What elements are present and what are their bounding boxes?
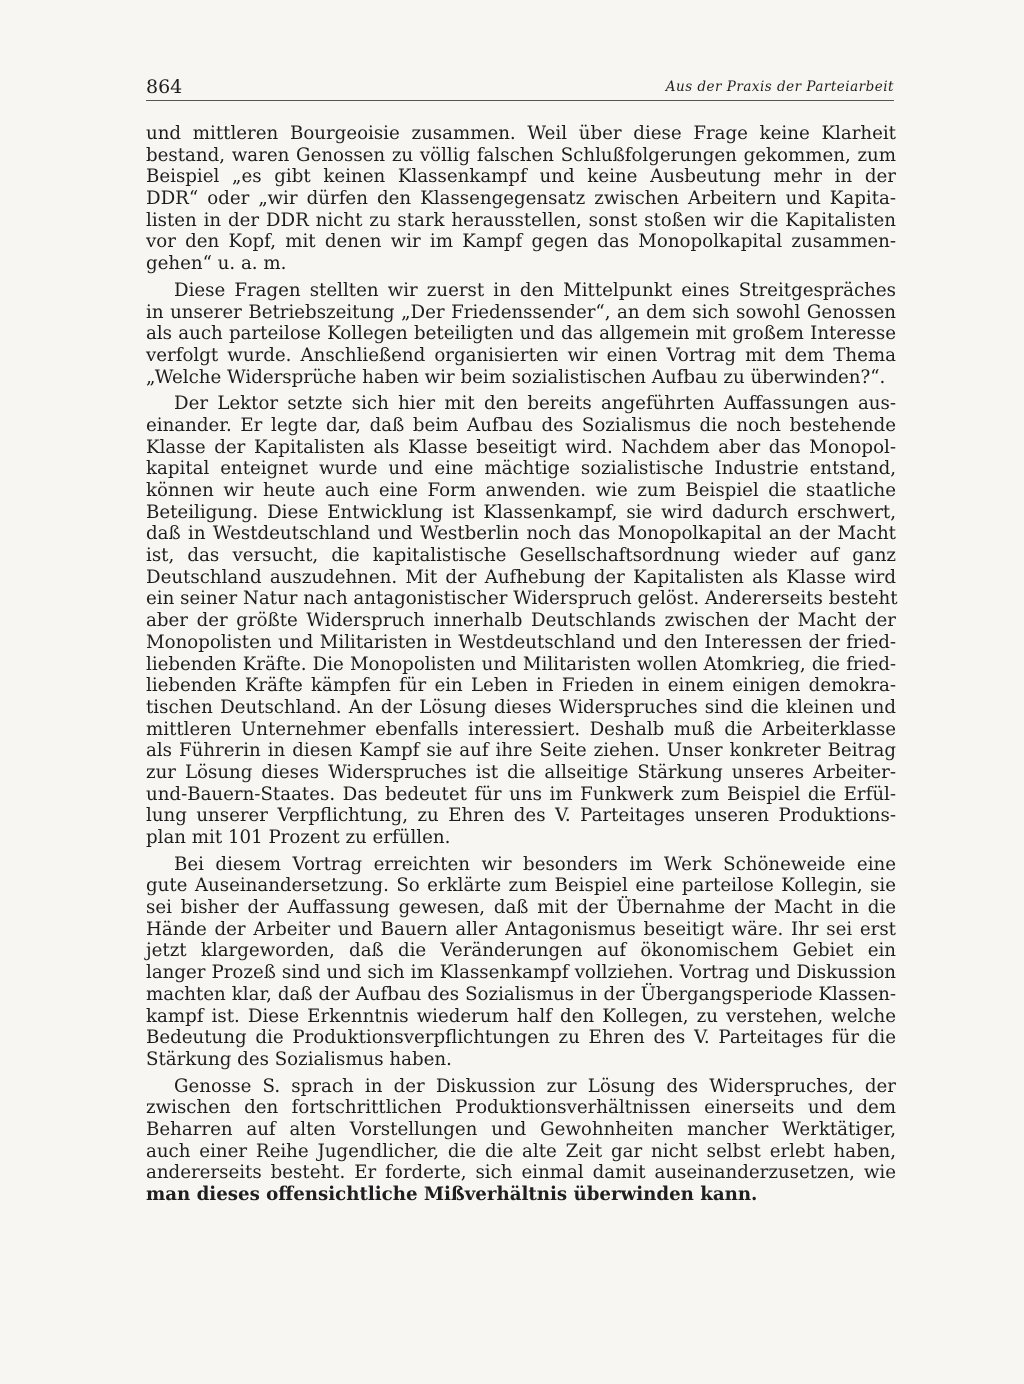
- text-line: jetzt klargeworden, daß die Veränderungen auf ökonomischem Gebiet ein: [146, 940, 896, 962]
- text-line: Monopolisten und Militaristen in Westdeutschland und den Interessen der fried-: [146, 631, 896, 653]
- text-line: Beispiel „es gibt keinen Klassenkampf und keine Ausbeutung mehr in der: [146, 166, 896, 188]
- text-line: liebenden Kräfte. Die Monopolisten und Militaristen wollen Atomkrieg, die fried-: [146, 653, 896, 675]
- text-line: einander. Er legte dar, daß beim Aufbau des Sozialismus die noch bestehende: [146, 414, 896, 436]
- text-line: machten klar, daß der Aufbau des Sozialismus in der Übergangsperiode Klassen-: [146, 983, 896, 1005]
- text-line: Diese Fragen stellten wir zuerst in den Mittelpunkt eines Streitgespräches: [174, 279, 896, 301]
- text-line: auch einer Reihe Jugendlicher, die die alte Zeit gar nicht selbst erlebt haben,: [146, 1140, 896, 1162]
- text-line: aber der größte Widerspruch innerhalb Deutschlands zwischen der Macht der: [146, 610, 896, 632]
- text-line: gute Auseinandersetzung. So erklärte zum Beispiel eine parteilose Kollegin, sie: [146, 875, 896, 897]
- paragraph: [146, 393, 896, 848]
- body-text: [146, 123, 896, 1211]
- text-line: Klasse der Kapitalisten als Klasse beseitigt wird. Nachdem aber das Monopol-: [146, 436, 896, 458]
- text-line: kampf ist. Diese Erkenntnis wiederum half den Kollegen, zu verstehen, welche: [146, 1005, 896, 1027]
- text-line: andererseits besteht. Er forderte, sich einmal damit auseinanderzusetzen, wie: [146, 1162, 896, 1184]
- text-line: lung unserer Verpflichtung, zu Ehren des V. Parteitages unseren Produktions-: [146, 805, 896, 827]
- text-line: Bedeutung die Produktionsverpflichtungen zu Ehren des V. Parteitages für die: [146, 1027, 896, 1049]
- paragraph: [146, 123, 896, 275]
- page-header: [146, 76, 894, 101]
- text-line: vor den Kopf, mit denen wir im Kampf gegen das Monopolkapital zusammen-: [146, 231, 896, 253]
- text-line: Genosse S. sprach in der Diskussion zur Lösung des Widerspruches, der: [174, 1075, 896, 1097]
- text-line: zwischen den fortschrittlichen Produktionsverhältnissen einerseits und dem: [146, 1097, 896, 1119]
- text-line: und mittleren Bourgeoisie zusammen. Weil über diese Frage keine Klarheit: [146, 123, 896, 144]
- page-number: 864: [146, 76, 183, 98]
- text-line: Beharren auf alten Vorstellungen und Gewohnheiten mancher Werktätiger,: [146, 1118, 896, 1140]
- paragraph: [146, 280, 896, 388]
- text-line: Beteiligung. Diese Entwicklung ist Klassenkampf, sie wird dadurch erschwert,: [146, 501, 896, 523]
- text-line: gehen“ u. a. m.: [146, 253, 287, 275]
- text-line: und-Bauern-Staates. Das bedeutet für uns im Funkwerk zum Beispiel die Erfül-: [146, 783, 896, 805]
- text-line: langer Prozeß sind und sich im Klassenkampf vollziehen. Vortrag und Diskussion: [146, 962, 896, 984]
- paragraph: [146, 854, 896, 1071]
- text-line: ein seiner Natur nach antagonistischer Widerspruch gelöst. Andererseits besteht: [146, 588, 898, 610]
- text-line: tischen Deutschland. An der Lösung dieses Widerspruches sind die kleinen und: [146, 696, 896, 718]
- text-line: Bei diesem Vortrag erreichten wir besonders im Werk Schöneweide eine: [174, 853, 896, 875]
- text-line: mittleren Unternehmer ebenfalls interessiert. Deshalb muß die Arbeiterklasse: [146, 718, 896, 740]
- text-line: verfolgt wurde. Anschließend organisierten wir einen Vortrag mit dem Thema: [146, 344, 896, 366]
- text-line: als Führerin in diesen Kampf sie auf ihre Seite ziehen. Unser konkreter Beitrag: [146, 740, 896, 762]
- text-line: Stärkung des Sozialismus haben.: [146, 1048, 452, 1070]
- text-line: sei bisher der Auffassung gewesen, daß mit der Übernahme der Macht in die: [146, 897, 896, 919]
- text-line: kapital enteignet wurde und eine mächtige sozialistische Industrie entstand,: [146, 458, 896, 480]
- paragraph: [146, 1076, 896, 1206]
- running-title: Aus der Praxis der Parteiarbeit: [665, 79, 894, 95]
- text-line: plan mit 101 Prozent zu erfüllen.: [146, 827, 451, 848]
- text-line: bestand, waren Genossen zu völlig falschen Schlußfolgerungen gekommen, zum: [146, 144, 896, 166]
- text-line: zur Lösung dieses Widerspruches ist die allseitige Stärkung unseres Arbeiter-: [146, 761, 896, 783]
- text-line: in unserer Betriebszeitung „Der Friedenssender“, an dem sich sowohl Genossen: [146, 301, 896, 323]
- text-line: DDR“ oder „wir dürfen den Klassengegensatz zwischen Arbeitern und Kapita-: [146, 188, 896, 210]
- text-line: als auch parteilose Kollegen beteiligten und das allgemein mit großem Interesse: [146, 323, 896, 345]
- text-line: ist, das versucht, die kapitalistische Gesellschaftsordnung wieder auf ganz: [146, 545, 896, 567]
- text-line: können wir heute auch eine Form anwenden. wie zum Beispiel die staatliche: [146, 480, 896, 501]
- text-line: daß in Westdeutschland und Westberlin noch das Monopolkapital an der Macht: [146, 523, 896, 545]
- text-line: Hände der Arbeiter und Bauern aller Antagonismus beseitigt wäre. Ihr sei erst: [146, 918, 896, 940]
- text-line: „Welche Widersprüche haben wir beim sozialistischen Aufbau zu überwinden?“.: [146, 366, 886, 388]
- text-line: Deutschland auszudehnen. Mit der Aufhebung der Kapitalisten als Klasse wird: [146, 566, 896, 588]
- text-line: liebenden Kräfte kämpfen für ein Leben in Frieden in einem einigen demokra-: [146, 675, 896, 697]
- text-line: man dieses offensichtliche Mißverhältnis überwinden kann.: [146, 1184, 758, 1205]
- text-line: listen in der DDR nicht zu stark herausstellen, sonst stoßen wir die Kapitalisten: [146, 209, 896, 231]
- text-line: Der Lektor setzte sich hier mit den bereits angeführten Auffassungen aus-: [174, 393, 896, 415]
